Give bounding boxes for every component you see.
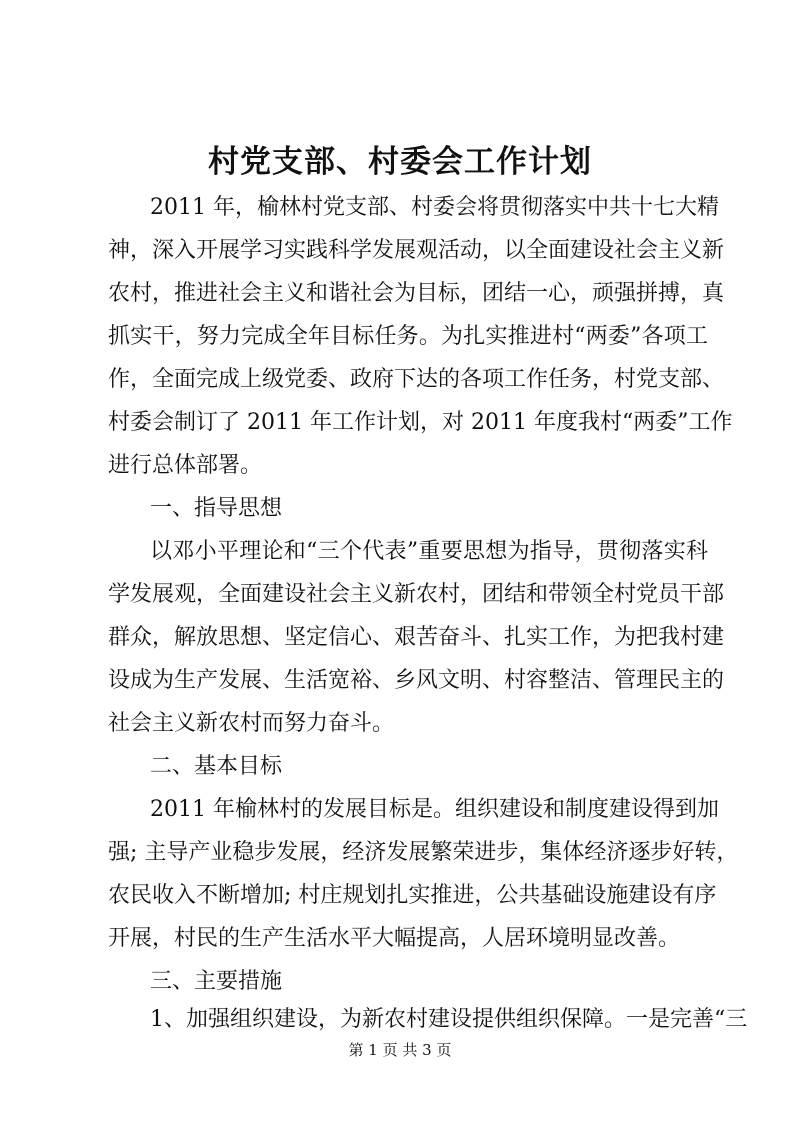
paragraph-line: 群众，解放思想、坚定信心、艰苦奋斗、扎实工作，为把我村建 <box>108 625 725 650</box>
paragraph-line: 强; 主导产业稳步发展，经济发展繁荣进步，集体经济逐步好转， <box>108 840 739 865</box>
document-title: 村党支部、村委会工作计划 <box>208 144 592 180</box>
section-heading: 一、指导思想 <box>150 496 283 521</box>
paragraph-line: 开展，村民的生产生活水平大幅提高，人居环境明显改善。 <box>108 926 681 951</box>
page-number: 第 1 页 共 3 页 <box>348 1041 452 1059</box>
section-heading: 三、主要措施 <box>150 969 283 994</box>
paragraph-line: 以邓小平理论和“三个代表”重要思想为指导，贯彻落实科 <box>150 539 708 564</box>
paragraph-line: 2011 年榆林村的发展目标是。组织建设和制度建设得到加 <box>150 797 719 822</box>
paragraph-line: 抓实干，努力完成全年目标任务。为扎实推进村“两委”各项工 <box>108 324 708 349</box>
paragraph-line: 村委会制订了 2011 年工作计划，对 2011 年度我村“两委”工作 <box>108 410 733 435</box>
paragraph-line: 农民收入不断增加; 村庄规划扎实推进，公共基础设施建设有序 <box>108 883 717 908</box>
paragraph-line: 神，深入开展学习实践科学发展观活动，以全面建设社会主义新 <box>108 238 725 263</box>
paragraph-line: 学发展观，全面建设社会主义新农村，团结和带领全村党员干部 <box>108 582 725 607</box>
paragraph-line: 农村，推进社会主义和谐社会为目标，团结一心，顽强拼搏，真 <box>108 281 725 306</box>
section-heading: 二、基本目标 <box>150 754 283 779</box>
paragraph-line: 2011 年，榆林村党支部、村委会将贯彻落实中共十七大精 <box>150 195 719 220</box>
paragraph-line: 作，全面完成上级党委、政府下达的各项工作任务，村党支部、 <box>108 367 725 392</box>
paragraph-line: 设成为生产发展、生活宽裕、乡风文明、村容整洁、管理民主的 <box>108 668 725 693</box>
paragraph-line: 进行总体部署。 <box>108 453 263 478</box>
paragraph-line: 1、加强组织建设，为新农村建设提供组织保障。一是完善“三 <box>150 1007 748 1032</box>
paragraph-line: 社会主义新农村而努力奋斗。 <box>108 711 395 736</box>
